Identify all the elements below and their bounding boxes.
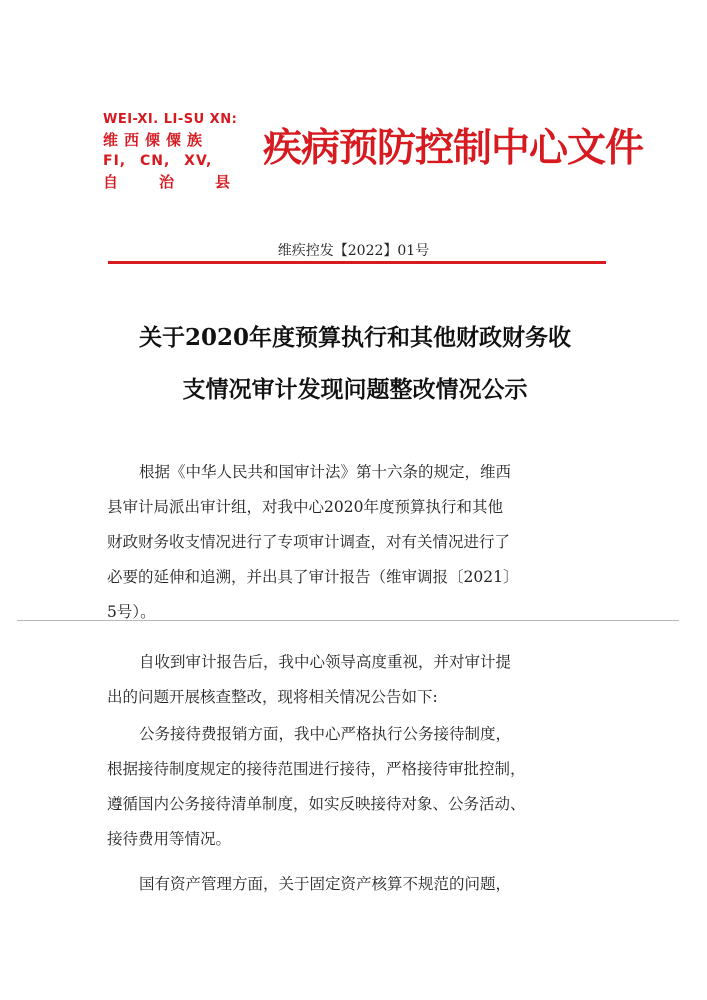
title-line-1: 关于2020年度预算执行和其他财政财务收 — [138, 324, 571, 351]
body-line: 国有资产管理方面，关于固定资产核算不规范的问题， — [139, 875, 512, 893]
title-line-2: 支情况审计发现问题整改情况公示 — [182, 376, 528, 403]
body-line: 出的问题开展核查整改，现将相关情况公告如下: — [107, 688, 438, 706]
page-title — [100, 312, 610, 416]
org-name-char: 治 — [159, 173, 175, 191]
body-line: 公务接待费报销方面，我中心严格执行公务接待制度， — [139, 725, 512, 743]
document-header-title: 疾病预防控制中心文件 — [263, 126, 644, 171]
body-line: 5号）。 — [107, 603, 156, 621]
body-line: 根据《中华人民共和国审计法》第十六条的规定，维西 — [139, 463, 512, 481]
document-number: 维疾控发【2022】01号 — [277, 243, 430, 259]
org-name-chinese-line: 维西傈僳族 — [103, 131, 209, 149]
org-name-lisu-line: WEI-XI. LI-SU XN: — [103, 112, 238, 127]
body-line: 财政财务收支情况进行了专项审计调查，对有关情况进行了 — [107, 533, 511, 551]
body-line: 县审计局派出审计组，对我中心2020年度预算执行和其他 — [107, 498, 503, 516]
org-name-autonomous-county-line — [103, 172, 263, 193]
org-name-char: 县 — [215, 173, 231, 191]
org-name-char: 自 — [103, 173, 119, 191]
body-line: 遵循国内公务接待清单制度，如实反映接待对象、公务活动、 — [107, 795, 526, 813]
body-line: 自收到审计报告后，我中心领导高度重视，并对审计提 — [139, 653, 512, 671]
body-line: 接待费用等情况。 — [107, 830, 232, 848]
body-line: 根据接待制度规定的接待范围进行接待，严格接待审批控制， — [107, 760, 526, 778]
header-red-divider — [108, 261, 606, 264]
org-name-block — [103, 109, 263, 193]
body-line: 必要的延伸和追溯，并出具了审计报告（维审调报〔2021〕 — [107, 568, 519, 586]
org-name-lisu-line-2: FI, CN, XV, — [103, 153, 213, 169]
